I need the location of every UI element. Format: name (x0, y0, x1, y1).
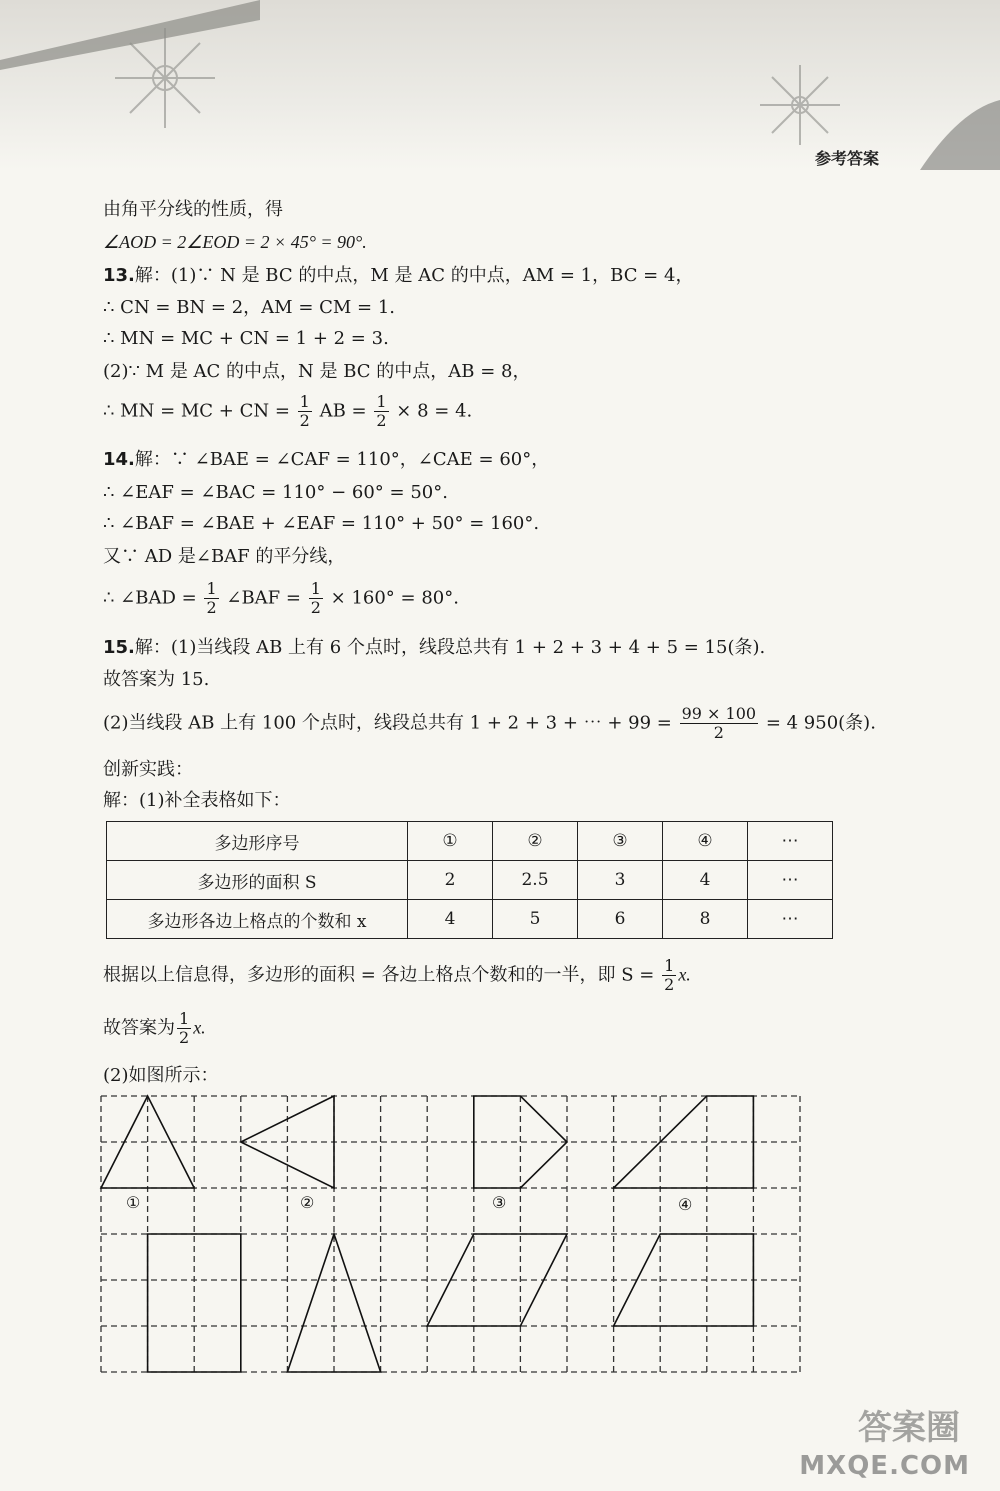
fraction-numerator: 99 × 100 (681, 704, 757, 723)
fraction-numerator: 1 (664, 956, 675, 975)
text-line: ∴ ∠EAF = ∠BAC = 110° − 60° = 50°. (103, 482, 448, 503)
text-part: = 4 950(条). (765, 712, 876, 734)
text-line: ∠AOD = 2∠EOD = 2 × 45° = 90°. (103, 232, 367, 252)
table-cell: ⋯ (748, 900, 833, 939)
table-cell: 4 (408, 900, 493, 939)
question-number: 13. (103, 265, 135, 286)
section-label: 参考答案 (815, 149, 880, 168)
table-cell: 2.5 (493, 861, 578, 900)
table-cell: 2 (408, 861, 493, 900)
text-line: ∴ MN = MC + CN = 1 + 2 = 3. (103, 328, 389, 349)
text-line: (2)∵ M 是 AC 的中点，N 是 BC 的中点，AB = 8， (103, 361, 531, 382)
fraction-denominator: 2 (664, 975, 675, 994)
text-part: (2)当线段 AB 上有 100 个点时，线段总共有 1 + 2 + 3 + ⋯ + 99 = (103, 712, 672, 734)
text-part: 故答案为 (103, 1017, 175, 1039)
table-cell: ① (408, 822, 493, 861)
table-cell: 多边形各边上格点的个数和 x (107, 900, 408, 939)
table-cell: ⋯ (748, 861, 833, 900)
figure-label: ① (126, 1193, 141, 1212)
text-part: AB = (319, 400, 367, 422)
fraction-denominator: 2 (310, 598, 321, 617)
figure-label: ② (300, 1193, 315, 1212)
fraction-denominator: 2 (299, 411, 310, 430)
watermark-text: MXQE.COM (799, 1451, 970, 1481)
text-part: x. (193, 1017, 206, 1038)
table-cell: 6 (578, 900, 663, 939)
fraction-numerator: 1 (206, 579, 217, 598)
fraction-denominator: 2 (713, 723, 724, 742)
question-number: 15. (103, 637, 135, 658)
text-line: ∴ CN = BN = 2，AM = CM = 1. (103, 297, 396, 318)
text-line: 解：(1)当线段 AB 上有 6 个点时，线段总共有 1 + 2 + 3 + 4 + 5 = 15(条). (134, 637, 766, 658)
table-cell: 3 (578, 861, 663, 900)
text-line: 解：∵ ∠BAE = ∠CAF = 110°，∠CAE = 60°， (134, 449, 550, 470)
text-line: 故答案为 15. (103, 669, 210, 690)
table-cell: ⋯ (748, 822, 833, 861)
table-cell: 5 (493, 900, 578, 939)
text-part: ∴ MN = MC + CN = (103, 400, 290, 422)
table-cell: 多边形序号 (107, 822, 408, 861)
table-cell: ④ (663, 822, 748, 861)
figure-label: ④ (678, 1195, 693, 1214)
text-line: ∴ ∠BAF = ∠BAE + ∠EAF = 110° + 50° = 160°. (103, 513, 540, 534)
section-title: 创新实践： (103, 759, 193, 780)
fraction-numerator: 1 (179, 1009, 190, 1028)
table-cell: ② (493, 822, 578, 861)
figure-label: ③ (492, 1193, 507, 1212)
table-cell: 多边形的面积 S (107, 861, 408, 900)
table-cell: ③ (578, 822, 663, 861)
fraction-numerator: 1 (376, 392, 387, 411)
text-part: × 160° = 80°. (330, 587, 459, 609)
question-number: 14. (103, 449, 135, 470)
fraction-numerator: 1 (310, 579, 321, 598)
fraction-denominator: 2 (206, 598, 217, 617)
fraction-numerator: 1 (299, 392, 310, 411)
text-part: × 8 = 4. (396, 400, 473, 422)
text-line: 又∵ AD 是∠BAF 的平分线， (103, 546, 346, 567)
text-line: 解：(1)补全表格如下： (103, 790, 291, 811)
text-part: ∴ ∠BAD = (103, 587, 197, 609)
fraction-denominator: 2 (179, 1028, 190, 1047)
text-part: 根据以上信息得，多边形的面积 = 各边上格点个数和的一半，即 S = (103, 964, 655, 986)
text-line: 解：(1)∵ N 是 BC 的中点，M 是 AC 的中点，AM = 1，BC = 4， (134, 265, 694, 286)
table-cell: 4 (663, 861, 748, 900)
text-part: x. (678, 964, 691, 985)
text-line: (2)如图所示： (103, 1065, 219, 1086)
watermark-logo: 答案圈 (858, 1408, 960, 1448)
text-line: 由角平分线的性质，得 (103, 199, 283, 220)
text-part: ∠BAF = (226, 587, 301, 609)
table-cell: 8 (663, 900, 748, 939)
fraction-denominator: 2 (376, 411, 387, 430)
